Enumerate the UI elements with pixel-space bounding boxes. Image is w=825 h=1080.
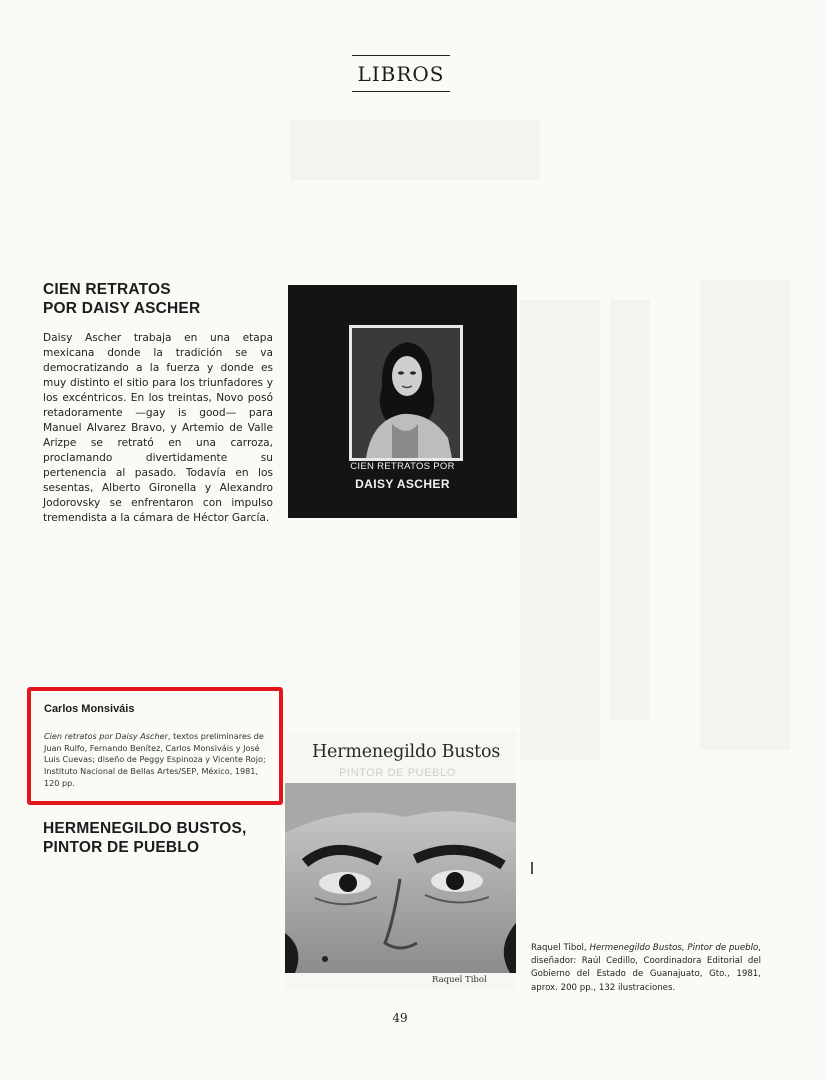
portrait-illustration <box>352 328 460 458</box>
cover-author: Raquel Tibol <box>432 975 487 985</box>
review-title-hermenegildo-bustos <box>43 819 247 857</box>
cover-title-line: DAISY ASCHER <box>355 477 450 491</box>
show-through-texture <box>700 280 790 750</box>
caption-details: , diseñador: Raúl Cedillo, Coordinadora Editorial del Gobierno del Estado de Guanajuato, Gto., 1981, aprox. 200 pp., 132 ilustraciones. <box>531 943 761 993</box>
caption-book-title: Hermenegildo Bustos, Pintor de pueblo <box>589 943 759 953</box>
book-credits-hermenegildo <box>531 942 761 995</box>
credits-book-title: Cien retratos por Daisy Ascher <box>44 731 168 741</box>
review-body: Daisy Ascher trabaja en una etapa mexicana donde la tradición se va democratizando a la fuerza y donde es muy distinto el sitio para los triunfadores y los excéntricos. En los treintas, Novo posó retadoramente —gay is good— para Manuel Alvarez Bravo, y Artemio de Valle Arizpe se retrató en una carroza, proclamando divertidamente su pertenencia al pasado. Todavía en los sesentas, Alberto Gironella y Alexandro Jodorovsky se enfrentaron con impulso tremendista a la cámara de Héctor García. <box>43 332 273 524</box>
show-through-texture <box>610 300 650 720</box>
title-line: PINTOR DE PUEBLO <box>43 839 200 856</box>
book-credits <box>44 731 274 790</box>
cover-book-title: Hermenegildo Bustos <box>312 742 501 762</box>
page-number: 49 <box>392 1011 408 1025</box>
credits-details: , textos preliminares de Juan Rulfo, Fernando Benítez, Carlos Monsiváis y José Luis Cuevas; diseño de Peggy Espinoza y Vicente Rojo; Instituto Nacional de Bellas Artes/SEP, México, 1981, 120 pp. <box>44 731 266 788</box>
author-name: Carlos Monsiváis <box>44 703 135 715</box>
section-header: LIBROS <box>352 55 450 92</box>
face-portrait-illustration <box>285 783 516 973</box>
review-title-cien-retratos <box>43 280 200 318</box>
title-line: CIEN RETRATOS <box>43 281 171 298</box>
print-mark <box>531 862 533 874</box>
caption-author: Raquel Tibol, <box>531 943 590 953</box>
book-cover-cien-retratos <box>288 285 517 518</box>
cover-portrait-photo <box>349 325 463 461</box>
show-through-texture <box>520 300 600 760</box>
cover-book-subtitle: PINTOR DE PUEBLO <box>339 767 456 779</box>
show-through-texture <box>290 120 540 180</box>
title-line: POR DAISY ASCHER <box>43 300 201 317</box>
title-line: HERMENEGILDO BUSTOS, <box>43 820 247 837</box>
cover-title-line: CIEN RETRATOS POR <box>350 461 455 472</box>
author-highlight-box <box>27 687 283 805</box>
book-cover-hermenegildo-bustos <box>285 732 516 990</box>
